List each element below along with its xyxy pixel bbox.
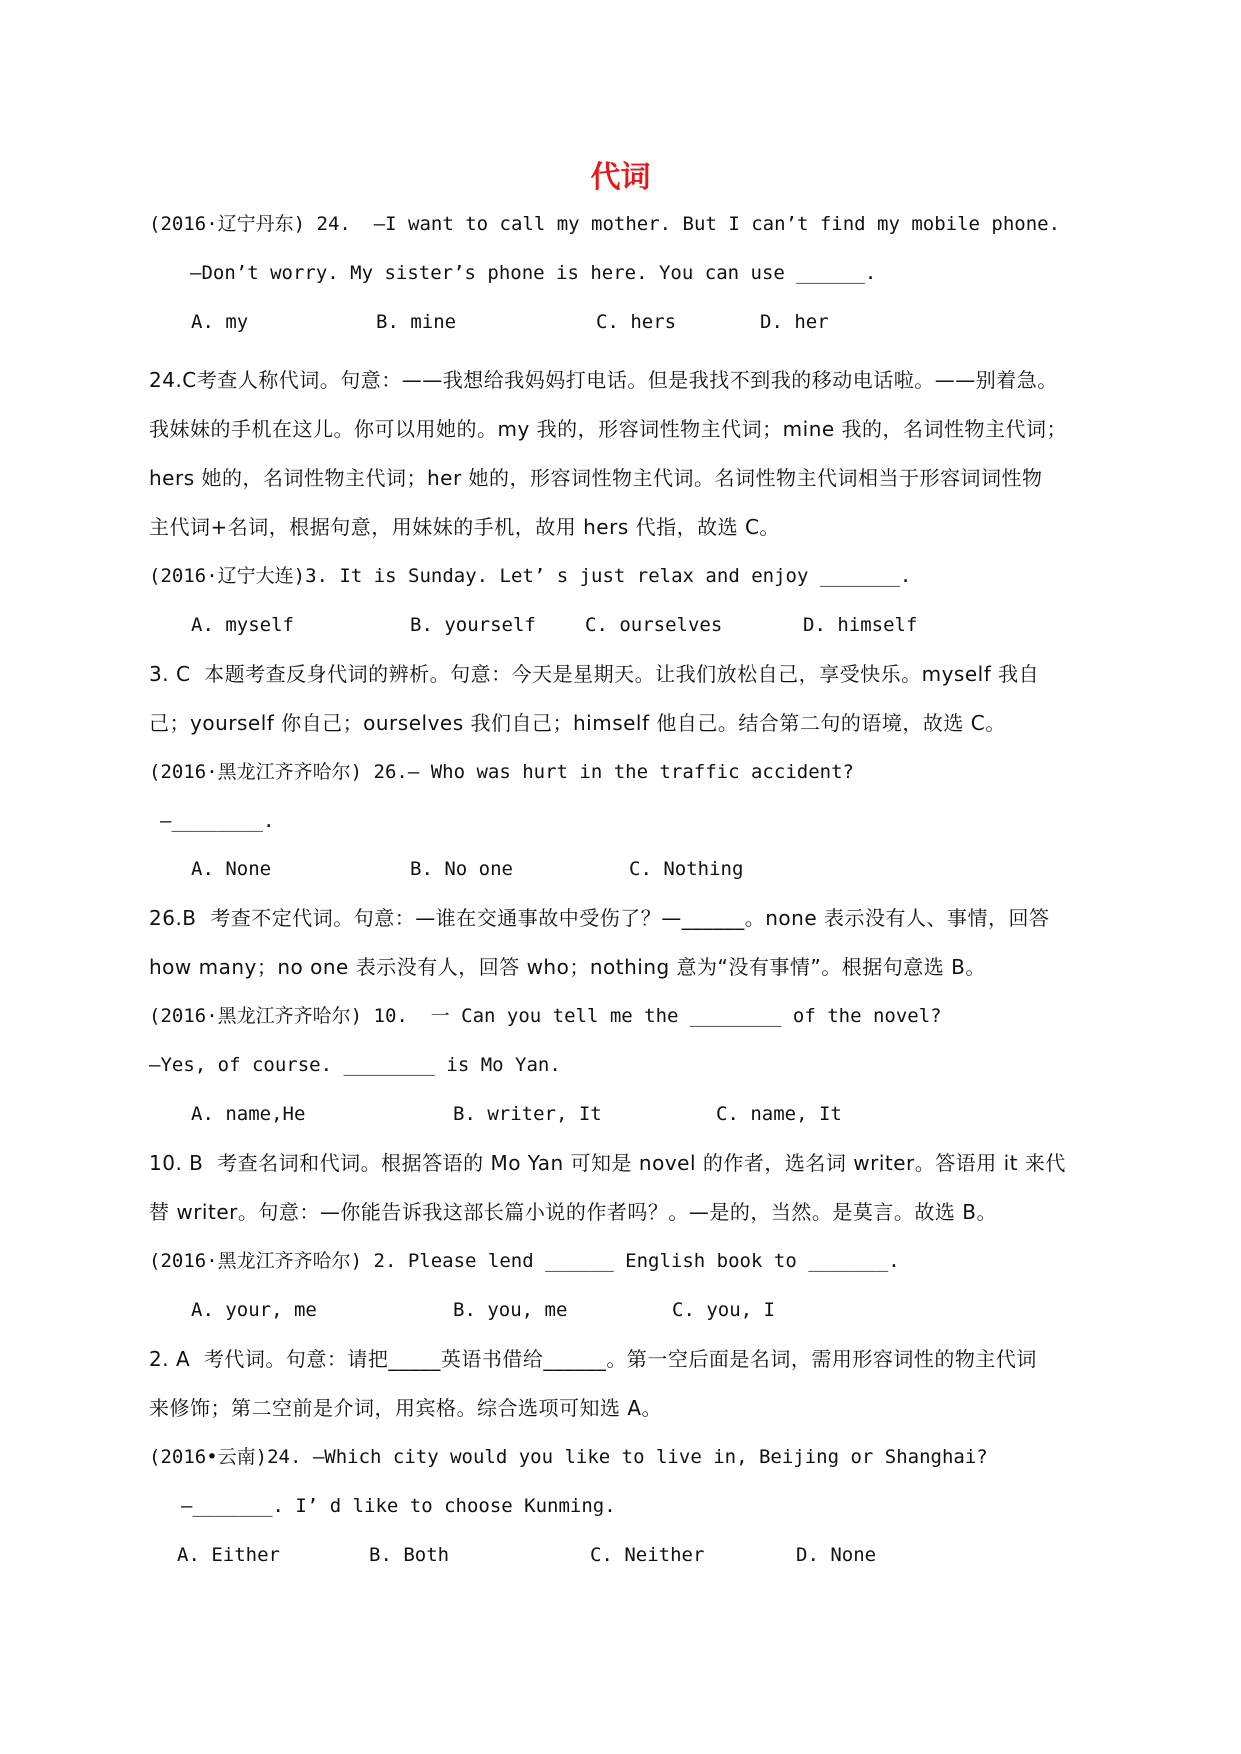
text-line: (2016·黑龙江齐齐哈尔) 10. 一 Can you tell me the ________ of the novel?	[149, 1005, 942, 1027]
answer-option: A. your, me	[191, 1299, 317, 1321]
text-line: (2016·黑龙江齐齐哈尔) 2. Please lend ______ English book to _______.	[149, 1250, 900, 1272]
answer-option: A. my	[191, 311, 249, 333]
text-line: 24.C考查人称代词。句意：——我想给我妈妈打电话。但是我找不到我的移动电话啦。——别着急。	[149, 368, 1058, 392]
text-line: 2. A 考代词。句意：请把_____英语书借给______。第一空后面是名词，需用形容词性的物主代词	[149, 1347, 1037, 1371]
answer-option: B. you, me	[453, 1299, 568, 1321]
text-line: —Yes, of course. ________ is Mo Yan.	[149, 1054, 561, 1076]
answer-option: D. None	[796, 1544, 877, 1566]
answer-option: C. Neither	[590, 1544, 705, 1566]
answer-option: D. her	[760, 311, 829, 333]
answer-option: C. ourselves	[585, 614, 723, 636]
answer-option: B. writer, It	[453, 1103, 602, 1125]
answer-option: B. mine	[376, 311, 457, 333]
text-line: (2016·辽宁大连)3. It is Sunday. Let’ s just relax and enjoy _______.	[149, 565, 912, 587]
text-line: —Don’t worry. My sister’s phone is here. You can use ______.	[190, 262, 877, 284]
answer-option: A. None	[191, 858, 272, 880]
text-line: 26.B 考查不定代词。句意：—谁在交通事故中受伤了？—______。none 表示没有人、事情，回答	[149, 906, 1050, 930]
answer-option: C. you, I	[672, 1299, 775, 1321]
text-line: —________.	[160, 810, 275, 832]
answer-option: A. Either	[177, 1544, 280, 1566]
answer-option: B. No one	[410, 858, 513, 880]
text-line: (2016•云南)24. —Which city would you like to live in, Beijing or Shanghai?	[149, 1446, 988, 1468]
answer-option: B. Both	[369, 1544, 450, 1566]
text-line: how many；no one 表示没有人，回答 who；nothing 意为“没有事情”。根据句意选 B。	[149, 955, 986, 979]
text-line: 替 writer。句意：—你能告诉我这部长篇小说的作者吗？。—是的，当然。是莫言。故选 B。	[149, 1200, 997, 1224]
text-line: (2016·黑龙江齐齐哈尔) 26.— Who was hurt in the traffic accident?	[149, 761, 854, 783]
text-line: —_______. I’ d like to choose Kunming.	[181, 1495, 616, 1517]
answer-option: A. name,He	[191, 1103, 306, 1125]
answer-option: B. yourself	[410, 614, 536, 636]
page-title: 代词	[590, 160, 651, 195]
text-line: 己；yourself 你自己；ourselves 我们自己；himself 他自己。结合第二句的语境，故选 C。	[149, 711, 1006, 735]
text-line: (2016·辽宁丹东) 24. —I want to call my mother. But I can’t find my mobile phone.	[149, 213, 1061, 235]
answer-option: D. himself	[803, 614, 918, 636]
text-line: 3. C 本题考查反身代词的辨析。句意：今天是星期天。让我们放松自己，享受快乐。myself 我自	[149, 662, 1040, 686]
answer-option: C. hers	[596, 311, 677, 333]
answer-option: C. Nothing	[629, 858, 744, 880]
text-line: 来修饰；第二空前是介词，用宾格。综合选项可知选 A。	[149, 1396, 663, 1420]
text-line: hers 她的，名词性物主代词；her 她的，形容词性物主代词。名词性物主代词相当于形容词词性物	[149, 466, 1043, 490]
text-line: 10. B 考查名词和代词。根据答语的 Mo Yan 可知是 novel 的作者，选名词 writer。答语用 it 来代	[149, 1151, 1066, 1175]
text-line: 主代词+名词，根据句意，用妹妹的手机，故用 hers 代指，故选 C。	[149, 515, 780, 539]
answer-option: C. name, It	[716, 1103, 842, 1125]
answer-option: A. myself	[191, 614, 294, 636]
text-line: 我妹妹的手机在这儿。你可以用她的。my 我的，形容词性物主代词；mine 我的，名词性物主代词；	[149, 417, 1068, 441]
